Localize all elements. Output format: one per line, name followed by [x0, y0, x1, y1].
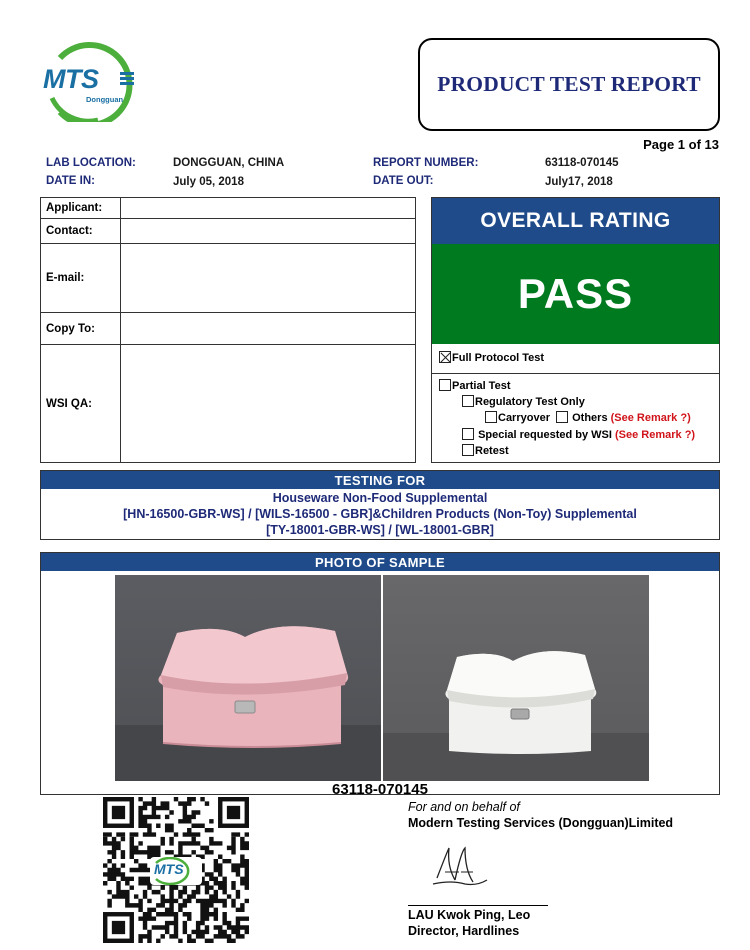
- report-title: PRODUCT TEST REPORT: [437, 72, 701, 96]
- special-requested-option: [462, 428, 695, 441]
- signatory-name: LAU Kwok Ping, Leo: [408, 908, 531, 922]
- retest-option: [462, 444, 509, 457]
- wsi-qa-label: WSI QA:: [41, 345, 121, 462]
- copy-to-label: Copy To:: [41, 313, 121, 344]
- contact-value: [121, 219, 415, 243]
- applicant-value: [121, 198, 415, 218]
- date-out-label: DATE OUT:: [373, 175, 434, 187]
- full-protocol-option: [439, 351, 544, 364]
- testing-line-2: [HN-16500-GBR-WS] / [WILS-16500 - GBR]&Children Products (Non-Toy) Supplemental: [123, 507, 637, 521]
- pink-jewelry-box-image: [115, 575, 381, 781]
- wsi-qa-row: [41, 345, 415, 462]
- email-value: [121, 244, 415, 312]
- special-requested-checkbox[interactable]: [462, 428, 474, 440]
- email-label: E-mail:: [41, 244, 121, 312]
- logo-lines-icon: [120, 72, 134, 87]
- others-label: Others: [572, 412, 608, 424]
- date-in-value: July 05, 2018: [173, 176, 244, 188]
- applicant-label: Applicant:: [41, 198, 121, 218]
- regulatory-checkbox[interactable]: [462, 395, 474, 407]
- copy-to-value: [121, 313, 415, 344]
- full-protocol-checkbox[interactable]: [439, 351, 451, 363]
- carryover-checkbox[interactable]: [485, 411, 497, 423]
- lab-location-label: LAB LOCATION:: [46, 157, 136, 169]
- qr-logo-arc-icon: [150, 857, 202, 885]
- testing-line-1: Houseware Non-Food Supplemental: [272, 491, 488, 505]
- others-remark: (See Remark ?): [610, 412, 691, 424]
- retest-label: Retest: [475, 445, 509, 457]
- partial-test-label: Partial Test: [452, 380, 511, 392]
- regulatory-label: Regulatory Test Only: [475, 396, 585, 408]
- photo-of-sample-header: PHOTO OF SAMPLE: [41, 553, 719, 571]
- email-row: [41, 244, 415, 313]
- sample-photo-pink: [115, 575, 381, 781]
- page-number: Page 1 of 13: [643, 137, 719, 152]
- report-number-value: 63118-070145: [545, 157, 619, 169]
- partial-test-option: [439, 379, 511, 392]
- lab-location-value: DONGGUAN, CHINA: [173, 157, 285, 169]
- white-jewelry-box-image: [383, 575, 649, 781]
- partial-test-checkbox[interactable]: [439, 379, 451, 391]
- overall-rating-result: PASS: [432, 244, 719, 344]
- applicant-row: [41, 198, 415, 219]
- report-number-label: REPORT NUMBER:: [373, 157, 479, 169]
- retest-checkbox[interactable]: [462, 444, 474, 456]
- overall-rating-box: [431, 197, 720, 463]
- carryover-label: Carryover: [498, 412, 550, 424]
- contact-label: Contact:: [41, 219, 121, 243]
- date-in-label: DATE IN:: [46, 175, 95, 187]
- testing-line-3: [TY-18001-GBR-WS] / [WL-18001-GBR]: [266, 523, 494, 537]
- logo-brand: MTS: [43, 64, 99, 94]
- others-checkbox[interactable]: [556, 411, 568, 423]
- special-requested-remark: (See Remark ?): [615, 429, 696, 441]
- handwritten-signature: [425, 842, 495, 892]
- qr-center-logo: [150, 857, 202, 885]
- overall-rating-header: OVERALL RATING: [432, 198, 719, 244]
- mts-logo: [38, 38, 138, 122]
- company-name: Modern Testing Services (Dongguan)Limited: [408, 816, 674, 830]
- sample-photo-white: [383, 575, 649, 781]
- testing-for-header: TESTING FOR: [41, 471, 719, 489]
- special-requested-label: Special requested by WSI: [478, 429, 612, 441]
- applicant-info-table: [40, 197, 416, 463]
- date-out-value: July17, 2018: [545, 176, 613, 188]
- behalf-text: For and on behalf of: [408, 800, 520, 814]
- signature-line: [408, 905, 548, 906]
- photo-of-sample-section: [40, 552, 720, 798]
- logo-sub: Dongguan: [86, 95, 124, 104]
- full-protocol-label: Full Protocol Test: [452, 352, 545, 364]
- carryover-option: [485, 411, 691, 424]
- qr-logo-brand: MTS: [154, 861, 184, 877]
- signatory-position: Director, Hardlines: [408, 924, 520, 938]
- wsi-qa-value: [121, 345, 415, 462]
- testing-for-section: [40, 470, 720, 540]
- regulatory-option: [462, 395, 585, 408]
- full-protocol-section: [432, 344, 719, 374]
- sample-id: 63118-070145: [332, 781, 428, 798]
- copy-to-row: [41, 313, 415, 345]
- contact-row: [41, 219, 415, 244]
- partial-test-section: [432, 374, 719, 462]
- report-title-box: [418, 38, 720, 131]
